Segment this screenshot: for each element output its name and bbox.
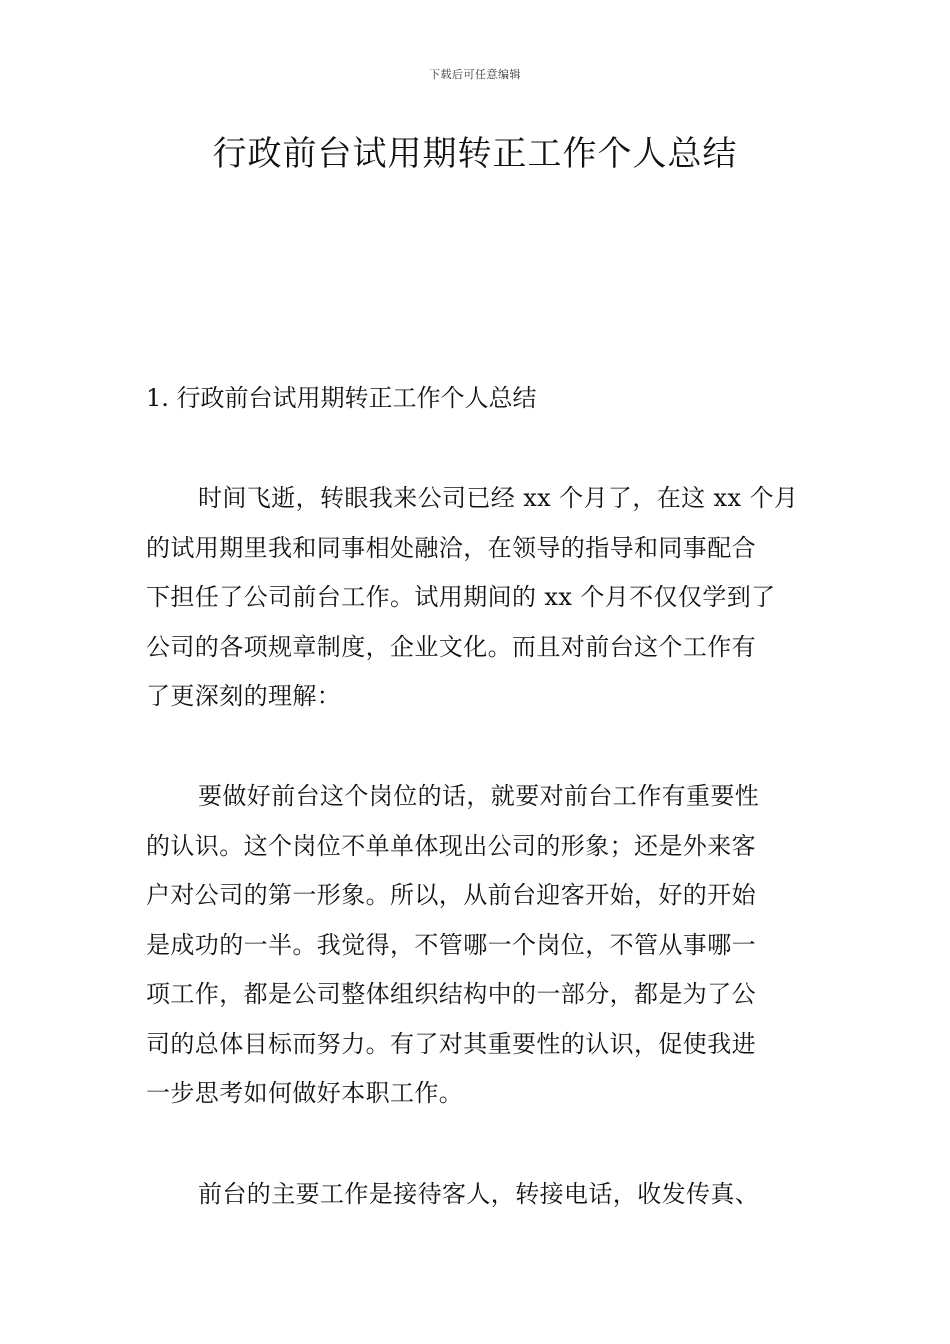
paragraph xyxy=(146,772,806,1119)
paragraph-line: 的认识。这个岗位不单单体现出公司的形象；还是外来客 xyxy=(146,831,756,860)
paragraph xyxy=(146,1170,806,1220)
header-note: 下载后可任意编辑 xyxy=(429,68,521,81)
paragraph-line: 司的总体目标而努力。有了对其重要性的认识，促使我进 xyxy=(146,1029,756,1058)
paragraph-line: 了更深刻的理解： xyxy=(146,682,342,710)
paragraph-line: 的试用期里我和同事相处融洽，在领导的指导和同事配合 xyxy=(146,533,756,562)
paragraph-line: 时间飞逝，转眼我来公司已经 xx 个月了，在这 xx 个月 xyxy=(198,484,799,512)
paragraph-line: 下担任了公司前台工作。试用期间的 xx 个月不仅仅学到了 xyxy=(146,583,776,611)
paragraph-line: 一步思考如何做好本职工作。 xyxy=(146,1079,464,1107)
paragraph-line: 项工作，都是公司整体组织结构中的一部分，都是为了公 xyxy=(146,980,756,1008)
paragraph-line: 前台的主要工作是接待客人，转接电话，收发传真、 xyxy=(198,1180,760,1208)
paragraph-line: 户对公司的第一形象。所以，从前台迎客开始，好的开始 xyxy=(146,881,756,909)
paragraph xyxy=(146,474,806,722)
paragraph-line: 要做好前台这个岗位的话，就要对前台工作有重要性 xyxy=(198,782,760,810)
paragraph-line: 公司的各项规章制度，企业文化。而且对前台这个工作有 xyxy=(146,632,756,661)
paragraph-line: 是成功的一半。我觉得，不管哪一个岗位，不管从事哪一 xyxy=(146,930,756,959)
section-heading: 1. 行政前台试用期转正工作个人总结 xyxy=(146,384,537,412)
document-title: 行政前台试用期转正工作个人总结 xyxy=(212,134,738,174)
